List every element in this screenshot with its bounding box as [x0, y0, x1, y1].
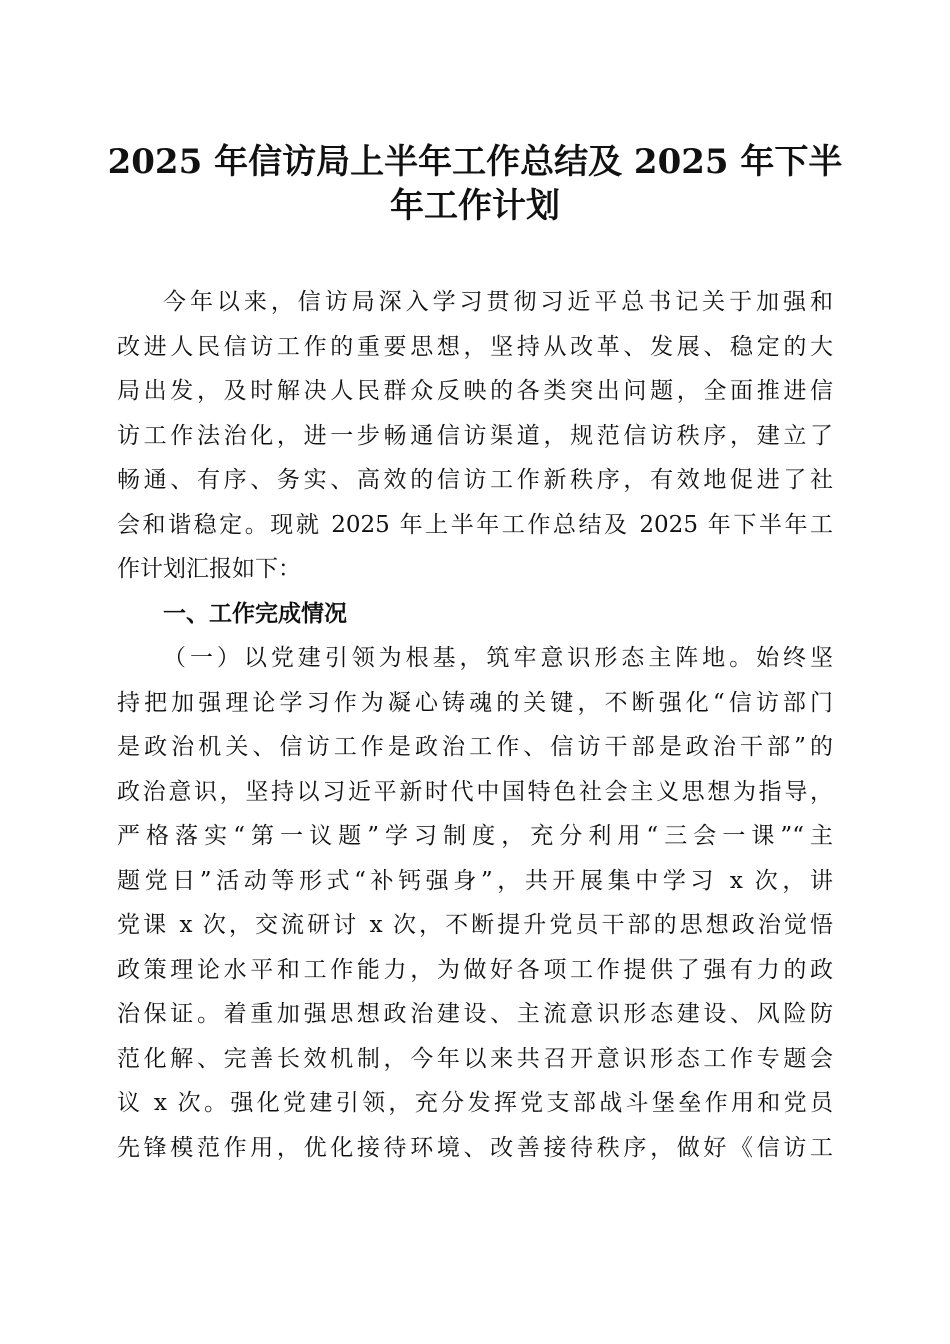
paragraph-line: 畅通、有序、务实、高效的信访工作新秩序，有效地促进了社	[117, 467, 833, 493]
paragraph-line: 局出发，及时解决人民群众反映的各类突出问题，全面推进信	[117, 378, 833, 404]
section-paragraph	[117, 636, 833, 1170]
title-line-1: 2025 年信访局上半年工作总结及 2025 年下半	[107, 142, 843, 182]
intro-paragraph	[117, 280, 833, 592]
paragraph-line: 议 x 次。强化党建引领，充分发挥党支部战斗堡垒作用和党员	[117, 1090, 833, 1116]
paragraph-line: 是政治机关、信访工作是政治工作、信访干部是政治干部”的	[117, 734, 833, 760]
paragraph-line: （一）以党建引领为根基，筑牢意识形态主阵地。始终坚	[163, 645, 833, 671]
paragraph-line: 先锋模范作用，优化接待环境、改善接待秩序，做好《信访工	[117, 1134, 833, 1161]
title-line-2: 年工作计划	[390, 186, 560, 226]
paragraph-line: 严格落实“第一议题”学习制度，充分利用“三会一课”“主	[117, 823, 833, 849]
section-heading: 一、工作完成情况	[163, 600, 347, 627]
paragraph-line: 改进人民信访工作的重要思想，坚持从改革、发展、稳定的大	[117, 333, 833, 360]
paragraph-line: 政治意识，坚持以习近平新时代中国特色社会主义思想为指导，	[117, 778, 833, 805]
paragraph-line: 持把加强理论学习作为凝心铸魂的关键，不断强化“信访部门	[117, 689, 833, 716]
paragraph-line: 治保证。着重加强思想政治建设、主流意识形态建设、风险防	[117, 1001, 833, 1027]
paragraph-line: 党课 x 次，交流研讨 x 次，不断提升党员干部的思想政治觉悟	[117, 912, 833, 938]
paragraph-line: 今年以来，信访局深入学习贯彻习近平总书记关于加强和	[163, 289, 833, 315]
paragraph-line: 会和谐稳定。现就 2025 年上半年工作总结及 2025 年下半年工	[117, 511, 833, 538]
document-title	[100, 140, 850, 228]
paragraph-line: 作计划汇报如下：	[117, 556, 301, 582]
paragraph-line: 范化解、完善长效机制，今年以来共召开意识形态工作专题会	[117, 1045, 833, 1072]
paragraph-line: 政策理论水平和工作能力，为做好各项工作提供了强有力的政	[117, 956, 833, 983]
document-body	[117, 280, 833, 1170]
paragraph-line: 访工作法治化，进一步畅通信访渠道，规范信访秩序，建立了	[117, 422, 833, 449]
paragraph-line: 题党日”活动等形式“补钙强身”，共开展集中学习 x 次，讲	[117, 867, 833, 894]
